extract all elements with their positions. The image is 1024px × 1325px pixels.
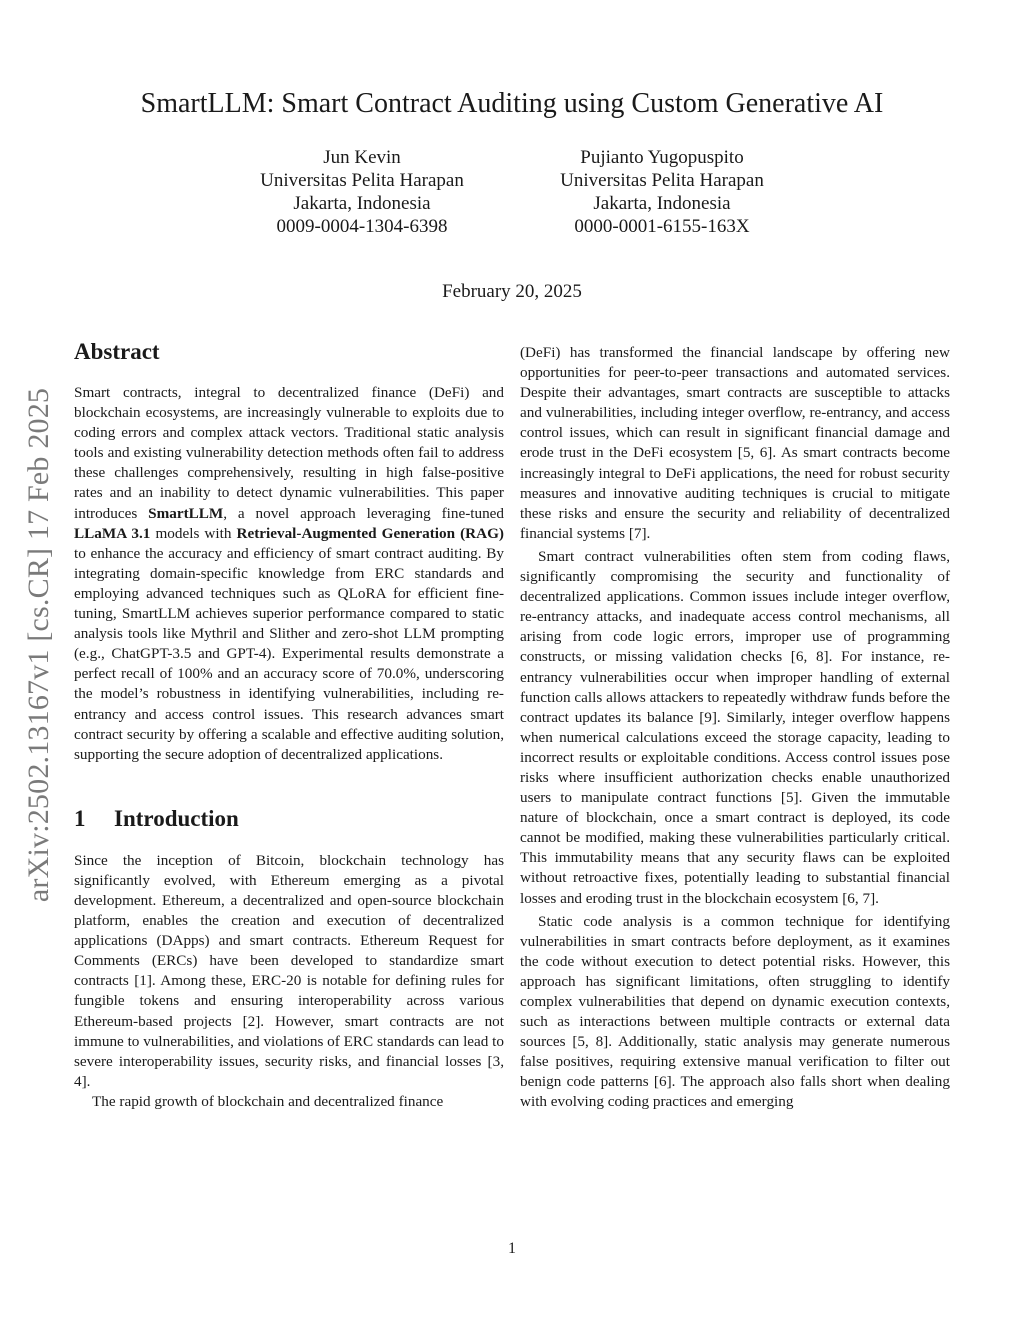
left-column: [74, 338, 504, 1112]
author-name: Jun Kevin: [323, 147, 401, 168]
author-location: Jakarta, Indonesia: [593, 193, 731, 214]
arxiv-identifier[interactable]: arXiv:2502.13167v1 [cs.CR] 17 Feb 2025: [22, 387, 56, 903]
author-block-2: [512, 146, 812, 238]
paper-title: SmartLLM: Smart Contract Auditing using Custom Generative AI: [140, 88, 884, 119]
right-paragraph-2: Smart contract vulnerabilities often stem from coding flaws, significantly compromising the security and functionality of decentralized applications. Common issues include integer overflow, re-entrancy attacks, and inadequate access control mechanisms, all arising from code logic errors, improper use of programming constructs, or missing validation checks [6, 8]. For instance, re-entrancy vulnerabilities occur when improper handling of external function calls allows attackers to repeatedly withdraw funds before the contract updates its balance [9]. Similarly, integer overflow happens when numerical calculations exceed the storage capacity, leading to incorrect results or exploitable conditions. Access control issues pose risks where insufficient authorization checks enable unauthorized users to manipulate contract functions [5]. Given the immutable nature of blockchain, once a smart contract is deployed, its code cannot be modified, making these vulnerabilities particularly critical. This immutability means that any security flaws can be exploited without retroactive fixes, potentially leading to substantial financial losses and eroding trust in the blockchain ecosystem [6, 7].: [520, 547, 950, 907]
right-column: [520, 343, 950, 1113]
section-title: Introduction: [114, 805, 239, 831]
introduction-heading: [74, 805, 504, 833]
section-number: 1: [74, 805, 86, 831]
author-orcid: 0009-0004-1304-6398: [276, 216, 448, 237]
author-orcid: 0000-0001-6155-163X: [574, 216, 750, 237]
intro-paragraph-1: Since the inception of Bitcoin, blockchain technology has significantly evolved, with Ethereum emerging as a pivotal development. Ethereum, a decentralized and open-source blockchain platform, enables the creation and execution of decentralized applications (DApps) and smart contracts. Ethereum Request for Comments (ERCs) have been developed to standardize smart contracts [1]. Among these, ERC-20 is notable for defining rules for fungible tokens and ensuring interoperability across various Ethereum-based projects [2]. However, smart contracts are not immune to vulnerabilities, and violations of ERC standards can lead to severe interoperability issues, security risks, and financial losses [3, 4].: [74, 851, 504, 1090]
intro-paragraph-2: The rapid growth of blockchain and decentralized finance: [92, 1092, 444, 1110]
author-location: Jakarta, Indonesia: [293, 193, 431, 214]
author-affiliation: Universitas Pelita Harapan: [260, 170, 464, 191]
author-name: Pujianto Yugopuspito: [580, 147, 744, 168]
publication-date: February 20, 2025: [442, 281, 582, 302]
right-paragraph-3: Static code analysis is a common technique for identifying vulnerabilities in smart contracts before deployment, as it examines the code without execution to detect potential risks. However, this approach has significant limitations, often struggling to identify complex vulnerabilities that depend on dynamic execution contexts, such as interactions between multiple contracts or external data sources [5, 8]. Additionally, static analysis may generate numerous false positives, requiring extensive manual verification to filter out benign code patterns [6]. The approach also falls short when dealing with evolving coding practices and emerging: [520, 912, 950, 1111]
author-block-1: [212, 146, 512, 238]
author-affiliation: Universitas Pelita Harapan: [560, 170, 764, 191]
page-number: 1: [508, 1240, 516, 1257]
arxiv-side-stamp: [8, 345, 70, 945]
abstract-heading: Abstract: [74, 339, 160, 364]
abstract-paragraph: Smart contracts, integral to decentralized finance (DeFi) and blockchain ecosystems, are increasingly vulnerable to exploits due to coding errors and complex attack vectors. Traditional static analysis tools and existing vulnerability detection methods often fail to address these challenges comprehensively, resulting in high false-positive rates and an inability to detect dynamic vulnerabilities. This paper introduces SmartLLM, a novel approach leveraging fine-tuned LLaMA 3.1 models with Retrieval-Augmented Generation (RAG) to enhance the accuracy and efficiency of smart contract auditing. By integrating domain-specific knowledge from ERC standards and employing advanced techniques such as QLoRA for efficient fine-tuning, SmartLLM achieves superior performance compared to static analysis tools like Mythril and Slither and zero-shot LLM prompting (e.g., ChatGPT-3.5 and GPT-4). Experimental results demonstrate a perfect recall of 100% and an accuracy score of 70.0%, underscoring the model’s robustness in identifying vulnerabilities, including re-entrancy and access control issues. This research advances smart contract security by offering a scalable and effective auditing solution, supporting the secure adoption of decentralized applications.: [74, 384, 504, 763]
right-paragraph-1: (DeFi) has transformed the financial landscape by offering new opportunities for peer-to-peer transactions and automated services. Despite their advantages, smart contracts are susceptible to attacks and vulnerabilities, including integer overflow, re-entrancy, and access control issues, which can result in significant financial damage and erode trust in the DeFi ecosystem [5, 6]. As smart contracts become increasingly integral to DeFi applications, the need for robust security measures and innovative auditing techniques is crucial to mitigate these risks and ensure the security and reliability of decentralized financial systems [7].: [520, 344, 950, 542]
